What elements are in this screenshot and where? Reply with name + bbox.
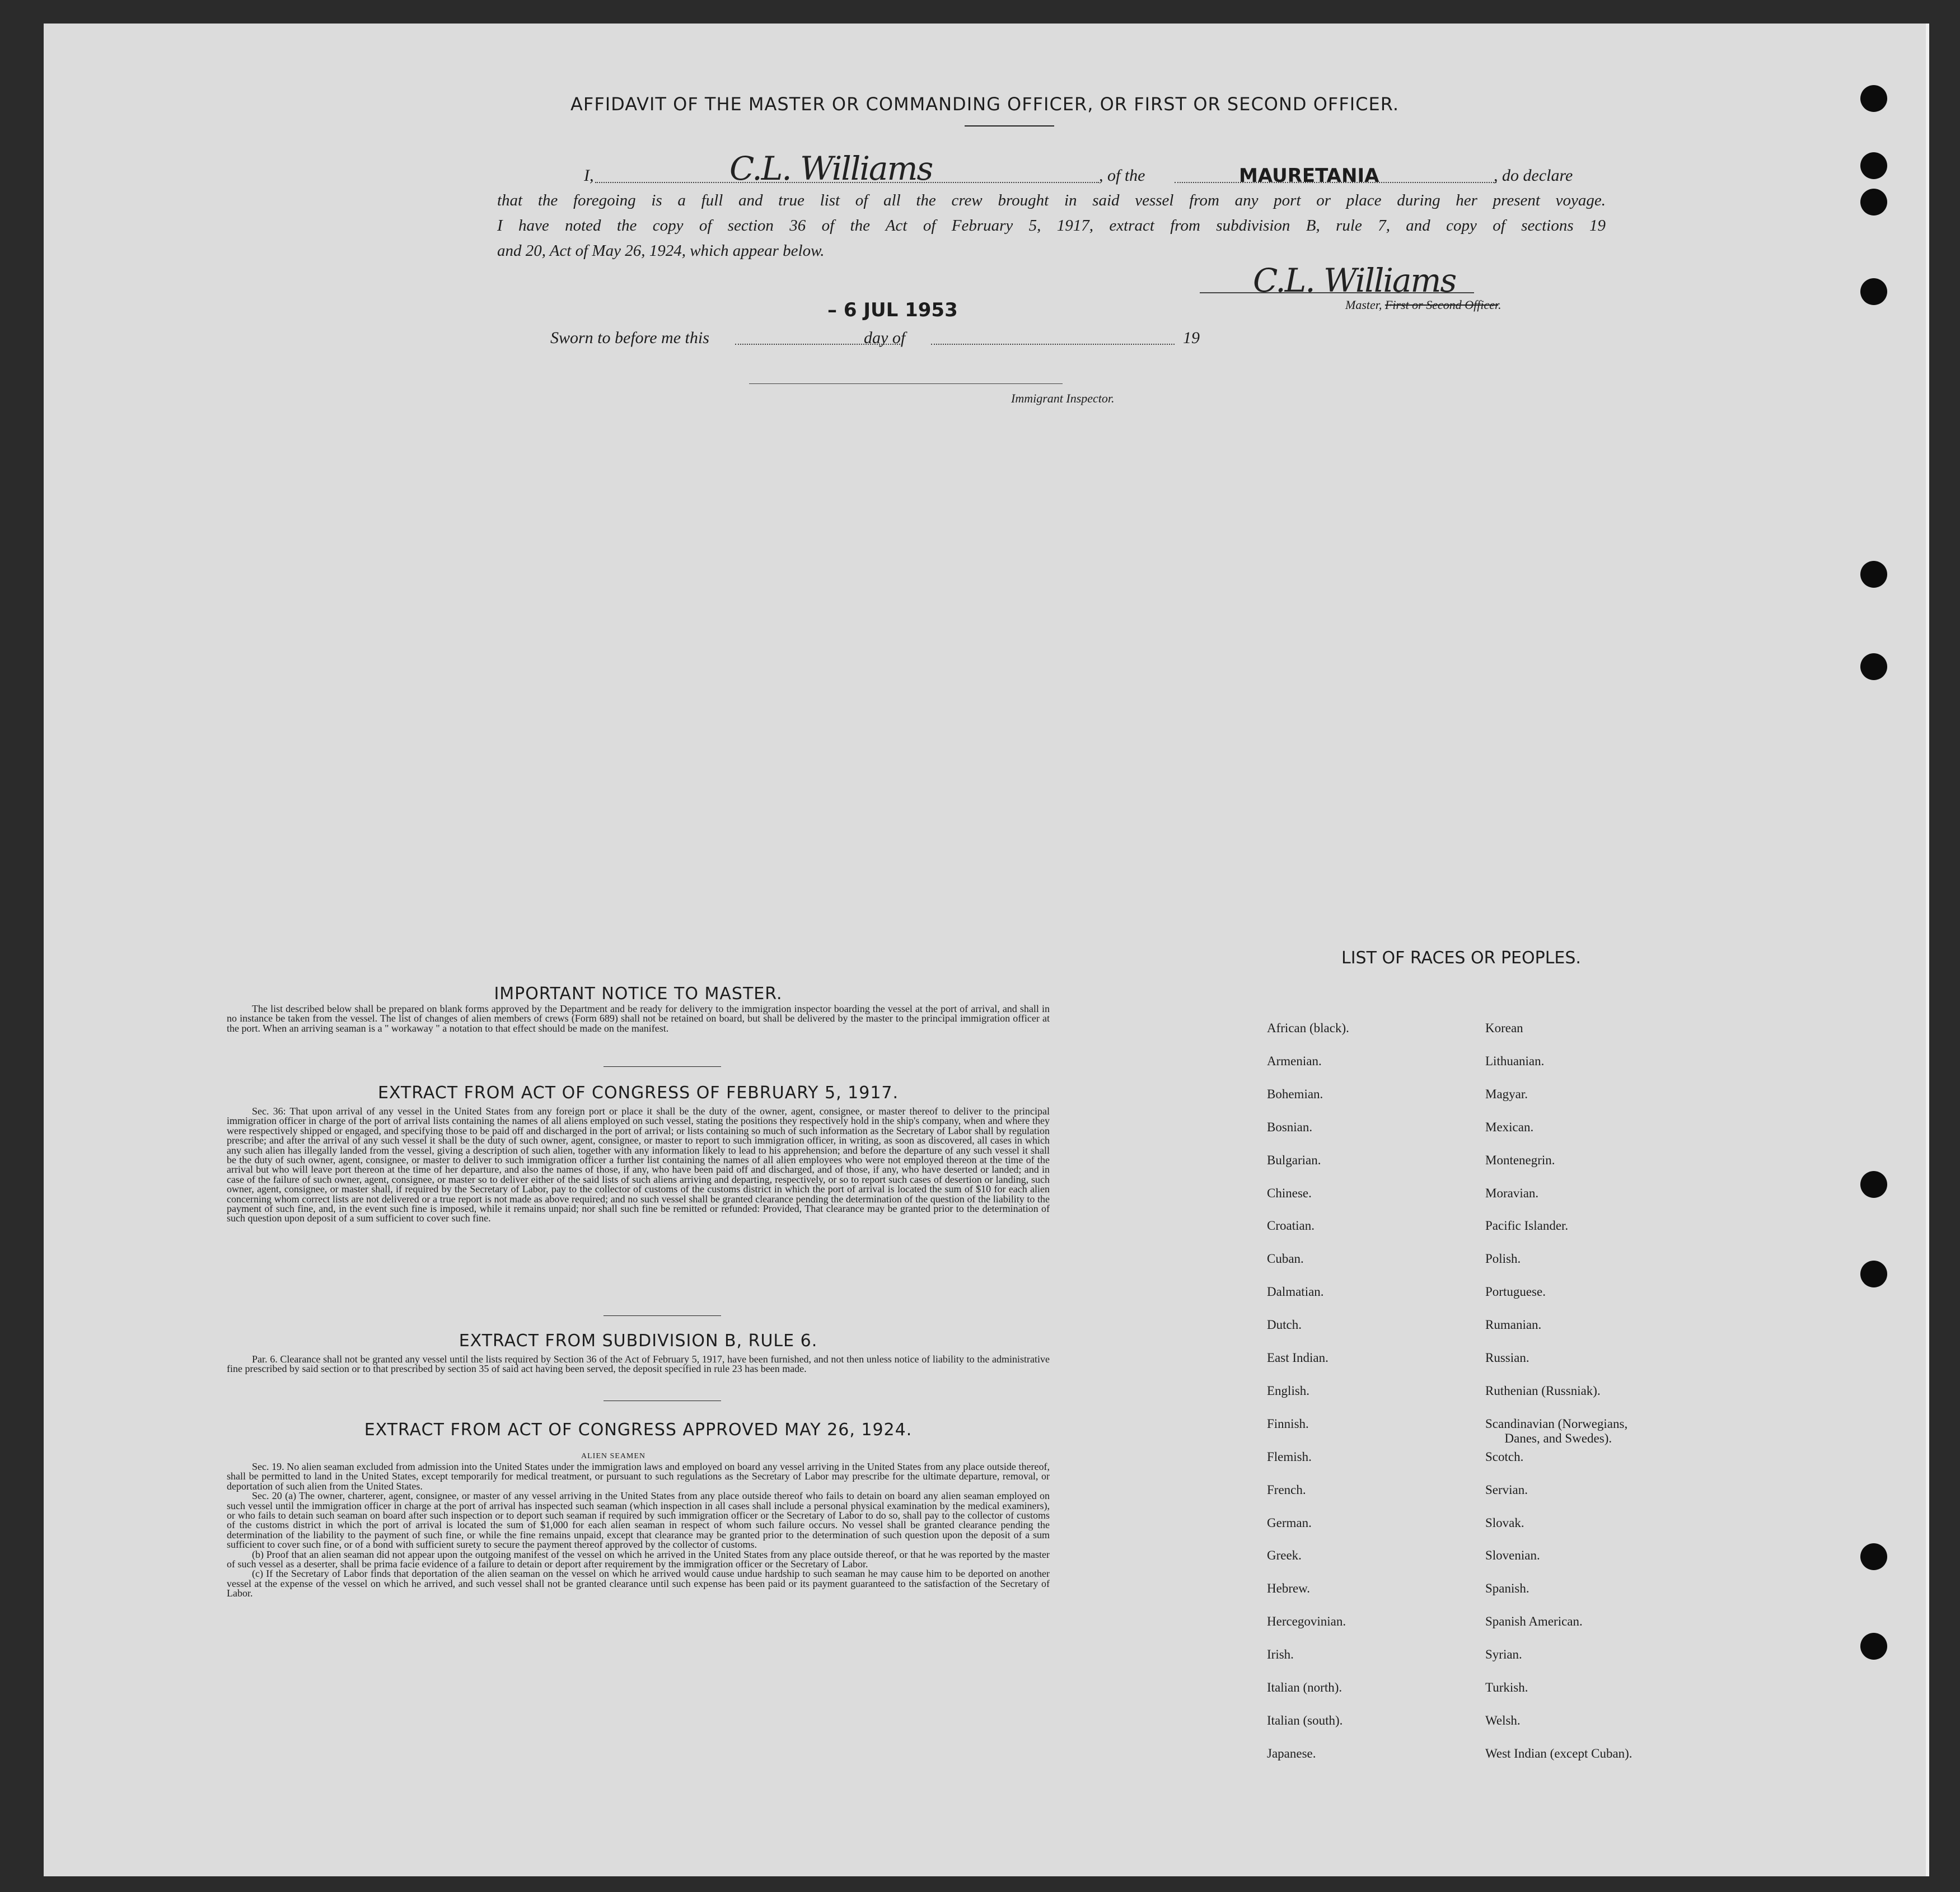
race-item: Cuban. <box>1267 1252 1304 1266</box>
binder-hole <box>1860 561 1887 588</box>
extract-rule6-body <box>227 1355 1050 1374</box>
affidavit-line-4: and 20, Act of May 26, 1924, which appear below. <box>497 242 825 260</box>
race-item: Ruthenian (Russniak). <box>1485 1384 1601 1398</box>
binder-hole <box>1860 1633 1887 1660</box>
officer-signature: C.L. Williams <box>729 149 933 188</box>
title-divider <box>965 125 1054 127</box>
binder-hole <box>1860 1171 1887 1198</box>
races-title: LIST OF RACES OR PEOPLES. <box>1341 948 1581 968</box>
race-item: Scotch. <box>1485 1450 1524 1464</box>
race-item: Mexican. <box>1485 1120 1534 1134</box>
race-item: Greek. <box>1267 1548 1302 1562</box>
race-item: Pacific Islander. <box>1485 1219 1569 1233</box>
race-item: Spanish American. <box>1485 1614 1583 1628</box>
notice-title: IMPORTANT NOTICE TO MASTER. <box>494 984 783 1004</box>
race-item: Russian. <box>1485 1351 1529 1365</box>
race-item: Korean <box>1485 1021 1523 1035</box>
sec-20b-paragraph: (b) Proof that an alien seaman did not appear upon the outgoing manifest of the vessel on which he arrived in the United States from any place outside thereof, or that he was reported by the master of such vessel as a deserter, shall be prima facie evidence of a failure to detain or deport after requirement by the immigration officer or the Secretary of Labor. <box>227 1548 1050 1570</box>
race-item: Spanish. <box>1485 1581 1529 1595</box>
race-item: Croatian. <box>1267 1219 1315 1233</box>
extract-1924-body <box>227 1462 1050 1599</box>
binder-hole <box>1860 152 1887 179</box>
race-item: French. <box>1267 1483 1306 1497</box>
race-item: African (black). <box>1267 1021 1349 1035</box>
race-item: Hebrew. <box>1267 1581 1311 1595</box>
master-title-end: . <box>1498 298 1501 312</box>
sec-19-paragraph: Sec. 19. No alien seaman excluded from admission into the United States under the immigration laws and employed on board any vessel arriving in the United States from any place outside thereof, shall be permitted to land in the United States, except temporarily for medical treatment, or pursuant to such regulations as the Secretary of Labor may prescribe for the ultimate departure, removal, or deportation of such alien from the United States. <box>227 1461 1050 1492</box>
race-item: Hercegovinian. <box>1267 1614 1346 1628</box>
affidavit-line-2: that the foregoing is a full and true list of all the crew brought in said vessel from any port or place during her present voyage. <box>497 191 1606 209</box>
race-item: Servian. <box>1485 1483 1528 1497</box>
race-item: West Indian (except Cuban). <box>1485 1746 1632 1760</box>
affidavit-title: AFFIDAVIT OF THE MASTER OR COMMANDING OFFICER, OR FIRST OR SECOND OFFICER. <box>570 93 1399 115</box>
affidavit-line-3: I have noted the copy of section 36 of the Act of February 5, 1917, extract from subdivision B, rule 7, and copy of sections 19 <box>497 217 1606 235</box>
binder-hole <box>1860 1543 1887 1570</box>
race-item: Italian (north). <box>1267 1680 1342 1694</box>
race-item: Dalmatian. <box>1267 1285 1324 1299</box>
extract-rule6-title: EXTRACT FROM SUBDIVISION B, RULE 6. <box>459 1331 818 1351</box>
master-label: Master, <box>1345 298 1382 312</box>
race-item: German. <box>1267 1516 1312 1530</box>
inspector-line <box>749 383 1063 384</box>
sec-36-paragraph: Sec. 36: That upon arrival of any vessel in the United States from any foreign port or place it shall be the duty of the owner, agent, consignee, or master thereof to deliver to the principal immigration officer in charge of the port of arrival lists containing the names of all aliens employed on such vessel, stating the positions they respectively hold in the ship's company, when and where they were respectively shipped or engaged, and specifying those to be paid off and discharged in the port of arrival; or lists containing so much of such information as the Secretary of Labor shall by regulation prescribe; and after the arrival of any such vessel it shall be the duty of such owner, agent, consignee, or master to report to such immigration officer, in writing, as soon as discovered, all cases in which any such alien has illegally landed from the vessel, giving a description of such alien, together with any information likely to lead to his apprehension; and before the departure of any such vessel it shall be the duty of such owner, agent, consignee, or master to deliver to such immigration officer a further list containing the names of all alien employees who were not employed thereon at the time of the arrival but who will leave port thereon at the time of her departure, and also the names of those, if any, who have been paid off and discharged, and of those, if any, who have deserted or landed; and in case of the failure of such owner, agent, consignee, or master so to deliver either of the said lists of such aliens arriving and departing, respectively, or so to report such cases of desertion or landing, such owner, agent, consignee, or master shall, if required by the Secretary of Labor, pay to the collector of customs of the customs district in which the port of arrival is located the sum of $10 for each alien concerning whom correct lists are not delivered or a true report is not made as above required; and no such vessel shall be granted clearance pending the determination of the question of the liability to the payment of such fine, and, in the event such fine is imposed, while it remains unpaid; nor shall such fine be remitted or refunded: Provided, That clearance may be granted prior to the determination of such question upon deposit of a sum sufficient to cover such fine. <box>227 1106 1050 1224</box>
race-item: Rumanian. <box>1485 1318 1542 1332</box>
race-item: Magyar. <box>1485 1087 1528 1101</box>
year-prefix: 19 <box>1183 329 1200 347</box>
race-item: Portuguese. <box>1485 1285 1546 1299</box>
race-item: Bulgarian. <box>1267 1153 1321 1167</box>
vessel-name: MAURETANIA <box>1239 165 1379 187</box>
extract-1924-title: EXTRACT FROM ACT OF CONGRESS APPROVED MAY 26, 1924. <box>364 1420 913 1440</box>
notice-paragraph: The list described below shall be prepared on blank forms approved by the Department and be ready for delivery to the immigration inspector boarding the vessel at the port of arrival, and shall in no instance be taken from the vessel. The list of changes of alien members of crews (Form 689) shall not be retained on board, but shall be delivered by the master to the principal immigration officer at the port. When an arriving seaman is a " workaway " a notation to that effect should be made on the manifest. <box>227 1003 1050 1034</box>
race-item: Bosnian. <box>1267 1120 1313 1134</box>
sworn-label: Sworn to before me this <box>550 329 709 347</box>
race-item: Slovenian. <box>1485 1548 1540 1562</box>
sec-20a-paragraph: Sec. 20 (a) The owner, charterer, agent, consignee, or master of any vessel arriving in the United States from any place outside thereof who fails to detain on board any alien seaman employed on such vessel until the immigration officer in charge at the port of arrival has inspected such seaman (which inspection in all cases shall include a personal physical examination by the medical examiners), or who fails to detain such seaman on board after such inspection or to deport such seaman if required by such immigration officer or the Secretary of Labor to do so, shall pay to the collector of customs of the customs district in which the port of arrival is located the sum of $1,000 for each alien seaman in respect of whom such failure occurs. No vessel shall be granted clearance pending the determination of the liability to the payment of such fine, or while the fine remains unpaid, except that clearance may be granted prior to the determination of such question upon the deposit of a sum sufficient to cover such fine, or of a bond with sufficient surety to secure the payment thereof approved by the collector of customs. <box>227 1490 1050 1551</box>
race-item: Flemish. <box>1267 1450 1312 1464</box>
race-item: Turkish. <box>1485 1680 1528 1694</box>
race-item: East Indian. <box>1267 1351 1329 1365</box>
day-of-label: day of <box>864 329 906 347</box>
of-the-label: , of the <box>1099 166 1145 185</box>
date-stamp: – 6 JUL 1953 <box>827 299 958 321</box>
race-item: Dutch. <box>1267 1318 1302 1332</box>
race-item: Montenegrin. <box>1485 1153 1555 1167</box>
race-item: Polish. <box>1485 1252 1521 1266</box>
race-item: Irish. <box>1267 1647 1294 1661</box>
i-label: I, <box>584 166 594 185</box>
extract-1917-body <box>227 1107 1050 1224</box>
struck-officer-label: First or Second Officer <box>1384 298 1499 312</box>
race-item: Bohemian. <box>1267 1087 1323 1101</box>
race-item: Finnish. <box>1267 1417 1309 1431</box>
race-item: Scandinavian (Norwegians, Danes, and Swedes). <box>1485 1417 1628 1445</box>
race-item: Japanese. <box>1267 1746 1316 1760</box>
binder-hole <box>1860 278 1887 305</box>
race-item: Moravian. <box>1485 1186 1539 1200</box>
section-divider <box>604 1066 721 1067</box>
do-declare-label: , do declare <box>1494 166 1573 185</box>
race-item: Welsh. <box>1485 1713 1521 1727</box>
par-6-paragraph: Par. 6. Clearance shall not be granted any vessel until the lists required by Section 36 of the Act of February 5, 1917, have been furnished, and not then unless notice of liability to the administrative fine prescribed by said section or to that prescribed by section 35 of said act having been served, the deposit specified in rule 23 has been made. <box>227 1354 1050 1375</box>
extract-1917-title: EXTRACT FROM ACT OF CONGRESS OF FEBRUARY 5, 1917. <box>377 1083 899 1103</box>
notice-body <box>227 1004 1050 1033</box>
binder-hole <box>1860 653 1887 680</box>
race-item: Armenian. <box>1267 1054 1322 1068</box>
binder-hole <box>1860 189 1887 216</box>
race-item: English. <box>1267 1384 1310 1398</box>
race-item: Lithuanian. <box>1485 1054 1545 1068</box>
race-item: Chinese. <box>1267 1186 1312 1200</box>
master-signature: C.L. Williams <box>1253 261 1456 299</box>
alien-seamen-subhead: ALIEN SEAMEN <box>581 1452 646 1460</box>
race-item: Slovak. <box>1485 1516 1524 1530</box>
document-page <box>44 24 1929 1876</box>
sworn-month-line <box>931 344 1175 345</box>
race-item: Italian (south). <box>1267 1713 1343 1727</box>
inspector-label: Immigrant Inspector. <box>1011 391 1115 405</box>
race-item: Syrian. <box>1485 1647 1522 1661</box>
sec-20c-paragraph: (c) If the Secretary of Labor finds that deportation of the alien seaman on the vessel on which he arrived would cause undue hardship to such seaman he may cause him to be deported on another vessel at the expense of the vessel on which he arrived, and such vessel shall not be granted clearance until such expense has been paid or its payment guaranteed to the satisfaction of the Secretary of Labor. <box>227 1568 1050 1599</box>
section-divider <box>604 1315 721 1316</box>
master-title <box>1345 298 1501 312</box>
binder-hole <box>1860 1261 1887 1287</box>
